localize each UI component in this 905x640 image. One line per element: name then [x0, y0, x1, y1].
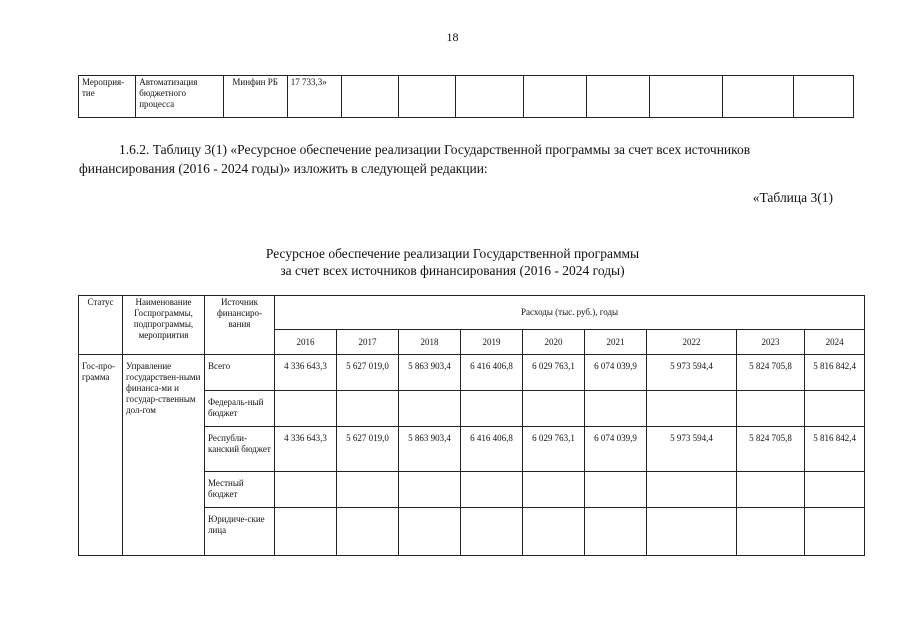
value-cell — [737, 508, 805, 556]
value-cell: 6 416 406,8 — [461, 355, 523, 391]
value-cell — [337, 508, 399, 556]
value-cell — [399, 508, 461, 556]
value-cell — [585, 508, 647, 556]
value-cell — [275, 391, 337, 427]
value-cell — [337, 472, 399, 508]
empty-cell — [793, 76, 853, 118]
value-cell: 4 336 643,3 — [275, 355, 337, 391]
value-cell — [805, 391, 865, 427]
value-cell: 5 824 705,8 — [737, 427, 805, 472]
value-cell — [585, 391, 647, 427]
resource-table — [78, 295, 865, 556]
source-cell: Федераль-ный бюджет — [205, 391, 275, 427]
value-cell: 6 074 039,9 — [585, 355, 647, 391]
value-cell: 4 336 643,3 — [275, 427, 337, 472]
value-cell — [399, 472, 461, 508]
source-cell: Минфин РБ — [223, 76, 287, 118]
empty-cell — [456, 76, 523, 118]
value-cell: 5 824 705,8 — [737, 355, 805, 391]
value-cell: 5 816 842,4 — [805, 355, 865, 391]
value-cell — [647, 391, 737, 427]
value-cell — [737, 472, 805, 508]
header-status: Статус — [79, 296, 123, 355]
header-row — [79, 296, 865, 330]
year-header: 2021 — [585, 330, 647, 355]
table-title-line1: Ресурсное обеспечение реализации Государственной программы — [265, 246, 640, 261]
value-cell: 6 029 763,1 — [523, 427, 585, 472]
source-cell: Республи-канский бюджет — [205, 427, 275, 472]
value-cell — [737, 391, 805, 427]
value-cell — [461, 508, 523, 556]
empty-cell — [723, 76, 793, 118]
table-title — [0, 245, 905, 279]
year-header: 2016 — [275, 330, 337, 355]
year-header: 2020 — [523, 330, 585, 355]
value-cell: 6 416 406,8 — [461, 427, 523, 472]
value-cell — [523, 508, 585, 556]
table-title-line2: за счет всех источников финансирования (2016 - 2024 годы) — [280, 263, 625, 278]
value-cell — [461, 472, 523, 508]
value-cell — [275, 472, 337, 508]
source-cell: Юридиче-ские лица — [205, 508, 275, 556]
body-paragraph: 1.6.2. Таблицу 3(1) «Ресурсное обеспечение реализации Государственной программы за счет всех источников финансирования (2016 - 2024 годы)» изложить в следующей редакции: — [79, 142, 751, 176]
header-name: Наименование Госпрограммы, подпрограммы, мероприятия — [123, 296, 205, 355]
name-cell: Управление государствен-ными финанса-ми и государ-ственным дол-гом — [123, 355, 205, 556]
year-header: 2024 — [805, 330, 865, 355]
source-cell: Местный бюджет — [205, 472, 275, 508]
year-header: 2019 — [461, 330, 523, 355]
value-cell — [523, 472, 585, 508]
status-cell: Гос-про-грамма — [79, 355, 123, 556]
table-caption: «Таблица 3(1) — [752, 190, 833, 205]
year-header: 2017 — [337, 330, 399, 355]
value-cell: 5 816 842,4 — [805, 427, 865, 472]
value-cell — [585, 472, 647, 508]
status-cell: Мероприя-тие — [79, 76, 136, 118]
year-header: 2022 — [647, 330, 737, 355]
value-cell — [647, 508, 737, 556]
name-cell: Автоматизация бюджетного процесса — [136, 76, 223, 118]
value-cell: 5 863 903,4 — [399, 427, 461, 472]
table-row — [79, 76, 854, 118]
table-row — [79, 355, 865, 391]
value-cell: 5 627 019,0 — [337, 427, 399, 472]
value-cell: 5 627 019,0 — [337, 355, 399, 391]
continuation-table — [78, 75, 854, 118]
empty-cell — [586, 76, 649, 118]
source-cell: Всего — [205, 355, 275, 391]
value-cell: 6 074 039,9 — [585, 427, 647, 472]
empty-cell — [399, 76, 456, 118]
value-cell — [337, 391, 399, 427]
empty-cell — [650, 76, 723, 118]
value-cell — [523, 391, 585, 427]
value-cell: 5 973 594,4 — [647, 427, 737, 472]
value-cell — [275, 508, 337, 556]
amount-cell: 17 733,3» — [287, 76, 341, 118]
value-cell — [805, 508, 865, 556]
value-cell — [461, 391, 523, 427]
empty-cell — [523, 76, 586, 118]
value-cell: 6 029 763,1 — [523, 355, 585, 391]
empty-cell — [341, 76, 398, 118]
value-cell — [647, 472, 737, 508]
year-header: 2023 — [737, 330, 805, 355]
value-cell: 5 973 594,4 — [647, 355, 737, 391]
header-expenses: Расходы (тыс. руб.), годы — [275, 296, 865, 330]
value-cell — [805, 472, 865, 508]
header-source: Источник финансиро-вания — [205, 296, 275, 355]
year-header: 2018 — [399, 330, 461, 355]
page-number: 18 — [446, 30, 459, 44]
value-cell: 5 863 903,4 — [399, 355, 461, 391]
value-cell — [399, 391, 461, 427]
